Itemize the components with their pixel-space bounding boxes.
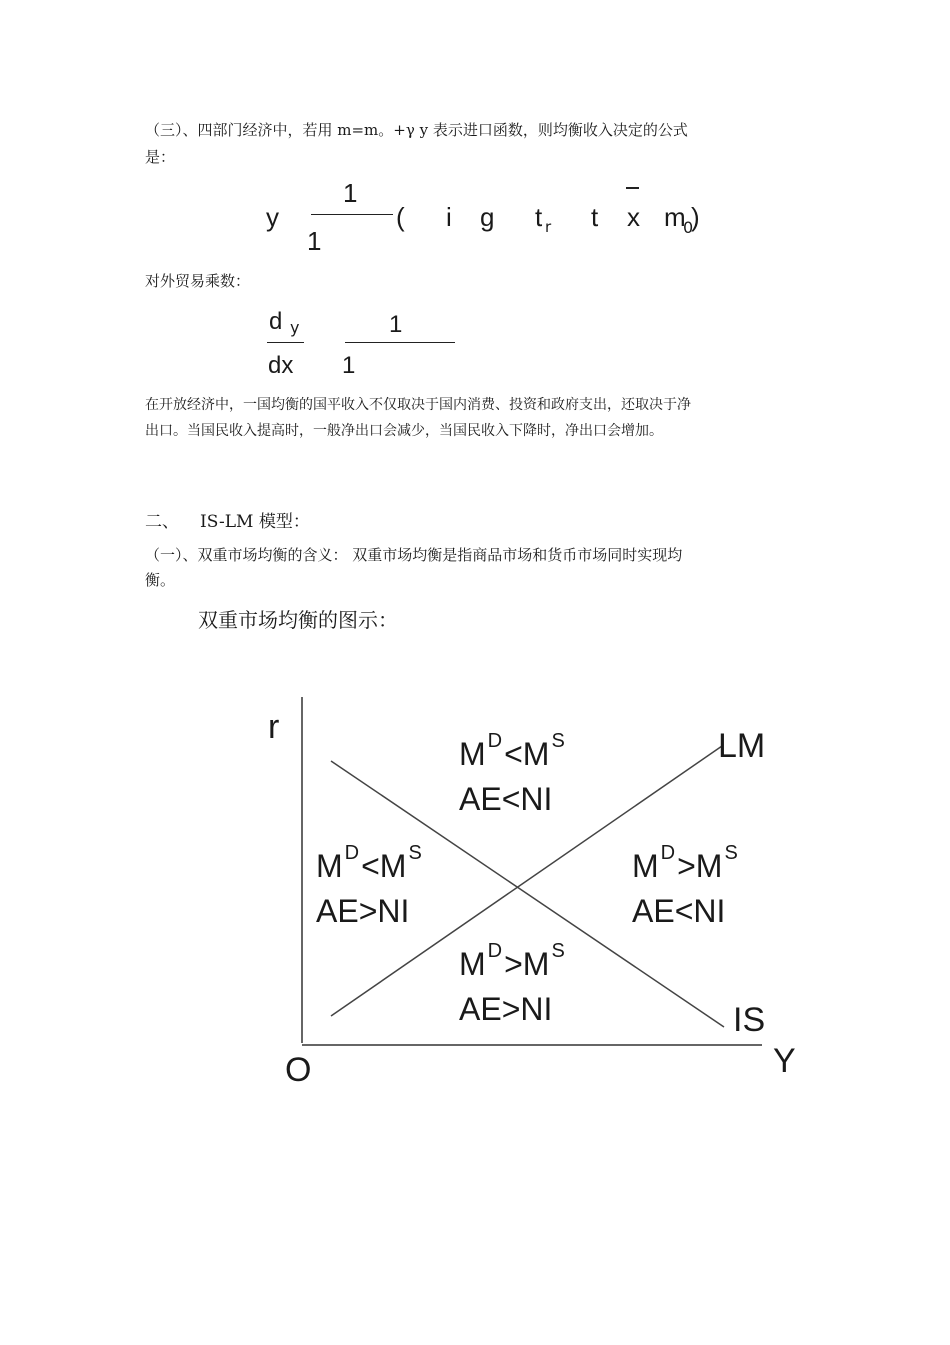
region-top <box>459 730 567 818</box>
section-3-intro: （三）、四部门经济中，若用 m=m。+γ y 表示进口函数，则均衡收入决定的公式 <box>145 121 688 139</box>
formula-denominator: 1 <box>307 226 322 256</box>
formula-open-paren: ( <box>396 202 405 232</box>
formula-x: x <box>627 202 640 232</box>
right-denominator: 1 <box>342 352 356 379</box>
formula-t: t <box>535 202 543 232</box>
section-2-number: 二、 <box>145 512 179 532</box>
lm-label: LM <box>718 727 766 765</box>
region-left-op: <M <box>361 848 407 884</box>
region-right-sup-d: D <box>660 842 676 864</box>
region-left-m: M <box>316 848 343 884</box>
region-top-sup-d: D <box>487 730 503 752</box>
y-axis-label: r <box>268 708 280 746</box>
region-top-sup-s: S <box>551 730 565 752</box>
region-right-m: M <box>632 848 659 884</box>
region-left-sup-d: D <box>344 842 360 864</box>
section-2-title: IS-LM 模型： <box>200 512 310 532</box>
diagram-caption: 双重市场均衡的图示： <box>198 608 398 632</box>
origin-label: O <box>285 1051 312 1089</box>
region-bottom-ae: AE>NI <box>459 991 553 1027</box>
region-right-op: >M <box>677 848 723 884</box>
region-bottom-sup-s: S <box>551 940 565 962</box>
region-bottom <box>459 940 567 1028</box>
subsection-1-line-1: （一）、双重市场均衡的含义： 双重市场均衡是指商品市场和货币市场同时实现均 <box>145 546 683 564</box>
formula-m: m <box>664 202 686 232</box>
formula-m-subscript: 0 <box>683 218 694 237</box>
x-axis-label: Y <box>773 1042 796 1080</box>
region-top-op: <M <box>504 736 550 772</box>
section-3-intro-cont: 是： <box>145 148 176 166</box>
dy-top: d <box>269 308 283 335</box>
paragraph-line-2: 出口。当国民收入提高时，一般净出口会减少，当国民收入下降时，净出口会增加。 <box>145 423 663 439</box>
is-label: IS <box>733 1001 766 1039</box>
region-bottom-op: >M <box>504 946 550 982</box>
region-left-ae: AE>NI <box>316 893 410 929</box>
formula-i: i <box>446 202 452 232</box>
formula-close-paren: ) <box>691 202 700 232</box>
region-left <box>316 842 424 930</box>
dy-subscript: y <box>290 318 300 337</box>
subsection-1-line-2: 衡。 <box>145 571 176 589</box>
multiplier-label: 对外贸易乘数： <box>145 272 251 290</box>
dx-bottom: dx <box>268 352 294 379</box>
region-bottom-m: M <box>459 946 486 982</box>
formula-g: g <box>480 202 495 232</box>
formula-r-subscript: r <box>545 218 552 236</box>
region-right-sup-s: S <box>724 842 738 864</box>
region-top-m: M <box>459 736 486 772</box>
region-bottom-sup-d: D <box>487 940 503 962</box>
paragraph-line-1: 在开放经济中，一国均衡的国平收入不仅取决于国内消费、投资和政府支出，还取决于净 <box>145 397 691 413</box>
region-right-ae: AE<NI <box>632 893 726 929</box>
region-left-sup-s: S <box>408 842 422 864</box>
formula-numerator: 1 <box>343 178 358 208</box>
formula-t2: t <box>591 202 599 232</box>
right-numerator: 1 <box>389 311 403 338</box>
region-right <box>632 842 740 930</box>
region-top-ae: AE<NI <box>459 781 553 817</box>
formula-y: y <box>266 202 279 232</box>
